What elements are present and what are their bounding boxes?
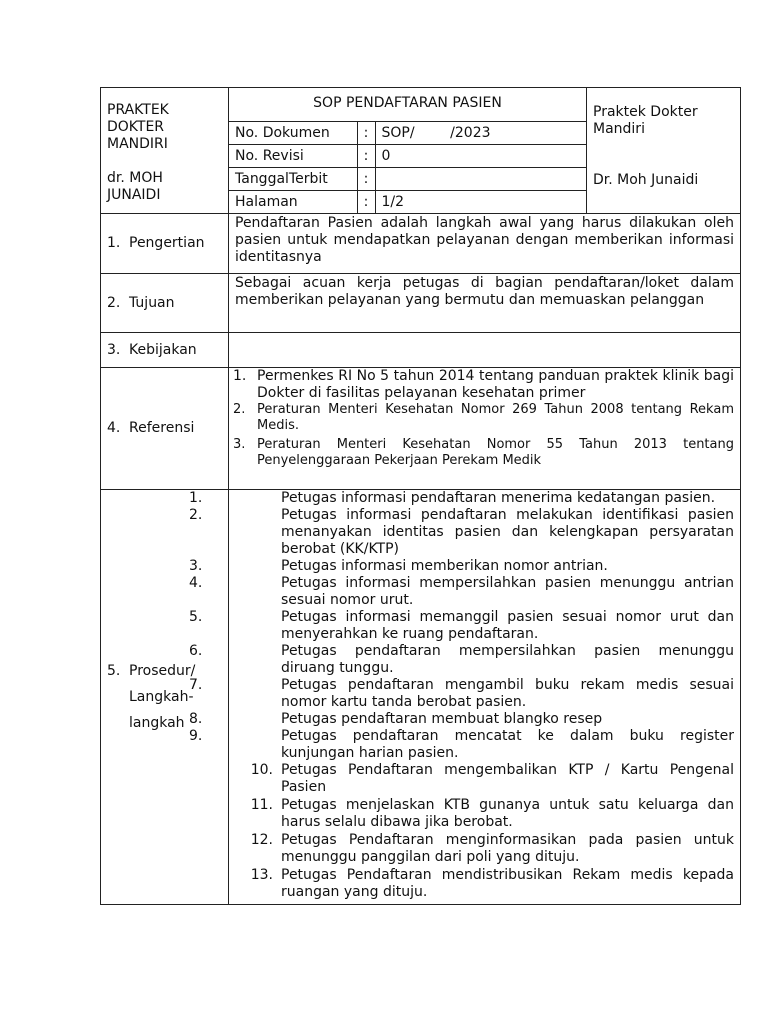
- step-number: 1.: [189, 490, 203, 506]
- right-line-1: Praktek Dokter Mandiri: [593, 104, 698, 137]
- step-number: 8.: [189, 711, 203, 727]
- procedure-step: [189, 490, 734, 507]
- section-number: 5.: [107, 663, 121, 679]
- procedure-step: [189, 711, 734, 728]
- section-label: [101, 490, 229, 905]
- step-number: 11.: [250, 797, 273, 813]
- section-number: 4.: [107, 420, 121, 436]
- procedure-step: [189, 507, 734, 558]
- procedure-step: [189, 575, 734, 609]
- procedure-step: [189, 643, 734, 677]
- header-title-row: [101, 88, 741, 122]
- org-line-6: JUNAIDI: [107, 187, 161, 203]
- field-value: 0: [375, 145, 586, 168]
- section-title: Pengertian: [129, 235, 205, 251]
- procedure-step: [235, 832, 734, 866]
- reference-list: [235, 368, 734, 469]
- reference-item: [235, 368, 734, 402]
- section-title: Referensi: [129, 420, 195, 436]
- header-fields-table: [229, 122, 586, 213]
- section-title-line: Langkah-: [129, 689, 194, 705]
- procedure-step: [235, 762, 734, 796]
- org-line-2: DOKTER: [107, 119, 165, 135]
- field-value: SOP/ /2023: [375, 122, 586, 145]
- section-prosedur: [101, 490, 741, 905]
- step-text: Petugas informasi memanggil pasien sesuai nomor urut dan menyerahkan ke ruang pendaftaran.: [281, 609, 734, 642]
- step-number: 5.: [189, 609, 203, 625]
- step-text: Petugas informasi pendaftaran melakukan identifikasi pasien menanyakan identitas pasien dan kelengkapan persyaratan berobat (KK/KTP): [281, 507, 734, 557]
- reference-text: Peraturan Menteri Kesehatan Nomor 55 Tahun 2013 tentang Penyelenggaraan Pekerjaan Perekam Medik: [257, 437, 734, 468]
- procedure-steps-b: [235, 762, 734, 901]
- field-row: [229, 145, 586, 168]
- step-text: Petugas informasi memberikan nomor antrian.: [281, 558, 608, 574]
- section-label: [101, 368, 229, 490]
- section-pengertian: [101, 214, 741, 274]
- section-content: [189, 490, 741, 905]
- document-title: SOP PENDAFTARAN PASIEN: [229, 88, 587, 122]
- procedure-step: [189, 558, 734, 575]
- reference-number: 2.: [233, 402, 246, 417]
- section-content: [229, 368, 741, 490]
- step-number: 6.: [189, 643, 203, 659]
- step-number: 7.: [189, 677, 203, 693]
- sop-document-table: [100, 87, 741, 905]
- step-number: 10.: [250, 762, 273, 778]
- reference-text: Peraturan Menteri Kesehatan Nomor 269 Tahun 2008 tentang Rekam Medis.: [257, 402, 734, 433]
- field-label: No. Revisi: [229, 145, 357, 168]
- reference-item: [235, 437, 734, 469]
- section-title: Kebijakan: [129, 341, 197, 358]
- procedure-step: [189, 677, 734, 711]
- procedure-step: [235, 797, 734, 831]
- reference-number: 1.: [233, 368, 247, 384]
- field-label: Halaman: [229, 191, 357, 214]
- step-text: Petugas informasi mempersilahkan pasien menunggu antrian sesuai nomor urut.: [281, 575, 734, 608]
- section-title-line: Prosedur/: [129, 663, 196, 679]
- step-text: Petugas pendaftaran mencatat ke dalam buku register kunjungan harian pasien.: [281, 728, 734, 761]
- field-colon: :: [357, 191, 375, 214]
- field-colon: :: [357, 168, 375, 191]
- field-colon: :: [357, 145, 375, 168]
- field-value: [375, 168, 586, 191]
- section-label: [101, 214, 229, 274]
- section-tujuan: [101, 274, 741, 333]
- header-fields-cell: [229, 122, 587, 214]
- section-content: Pendaftaran Pasien adalah langkah awal yang harus dilakukan oleh pasien untuk mendapatkan pelayanan dengan memberikan informasi identitasnya: [229, 214, 741, 274]
- field-colon: :: [357, 122, 375, 145]
- procedure-steps-a: [189, 490, 734, 762]
- step-text: Petugas menjelaskan KTB gunanya untuk satu keluarga dan harus selalu dibawa jika berobat.: [281, 797, 734, 830]
- procedure-step: [189, 728, 734, 762]
- field-row: [229, 122, 586, 145]
- section-title: Tujuan: [129, 294, 175, 311]
- section-label: [101, 333, 229, 368]
- header-right-cell: [587, 88, 741, 214]
- reference-number: 3.: [233, 437, 246, 452]
- step-number: 3.: [189, 558, 203, 574]
- step-text: Petugas informasi pendaftaran menerima kedatangan pasien.: [281, 490, 716, 506]
- section-label: [101, 274, 229, 333]
- section-content: [229, 333, 741, 368]
- header-org-cell: [101, 88, 229, 214]
- reference-text: Permenkes RI No 5 tahun 2014 tentang panduan praktek klinik bagi Dokter di fasilitas pelayanan kesehatan primer: [257, 368, 734, 401]
- section-number: 2.: [107, 294, 121, 311]
- field-label: TanggalTerbit: [229, 168, 357, 191]
- step-text: Petugas Pendaftaran menginformasikan pada pasien untuk menunggu panggilan dari poli yang dituju.: [281, 832, 734, 865]
- section-referensi: [101, 368, 741, 490]
- step-text: Petugas Pendaftaran mendistribusikan Rekam medis kepada ruangan yang dituju.: [281, 867, 734, 900]
- org-line-5: dr. MOH: [107, 170, 163, 186]
- section-kebijakan: [101, 333, 741, 368]
- field-label: No. Dokumen: [229, 122, 357, 145]
- section-content: Sebagai acuan kerja petugas di bagian pendaftaran/loket dalam memberikan pelayanan yang bermutu dan memuaskan pelanggan: [229, 274, 741, 333]
- step-number: 9.: [189, 728, 203, 744]
- field-value: 1/2: [375, 191, 586, 214]
- procedure-step: [189, 609, 734, 643]
- section-number: 3.: [107, 341, 121, 358]
- step-text: Petugas Pendaftaran mengembalikan KTP / Kartu Pengenal Pasien: [281, 762, 734, 795]
- step-number: 12.: [250, 832, 273, 848]
- field-row: [229, 191, 586, 214]
- step-number: 4.: [189, 575, 203, 591]
- section-number: 1.: [107, 235, 121, 251]
- section-title-line: langkah: [129, 715, 185, 731]
- field-row: [229, 168, 586, 191]
- right-line-2: Dr. Moh Junaidi: [593, 172, 699, 188]
- step-text: Petugas pendaftaran mengambil buku rekam medis sesuai nomor kartu tanda berobat pasien.: [281, 677, 734, 710]
- step-text: Petugas pendaftaran mempersilahkan pasien menunggu diruang tunggu.: [281, 643, 734, 676]
- org-line-3: MANDIRI: [107, 136, 168, 152]
- procedure-step: [235, 867, 734, 901]
- step-text: Petugas pendaftaran membuat blangko resep: [281, 711, 603, 727]
- step-number: 2.: [189, 507, 203, 523]
- org-line-1: PRAKTEK: [107, 102, 169, 118]
- step-number: 13.: [250, 867, 273, 883]
- reference-item: [235, 402, 734, 434]
